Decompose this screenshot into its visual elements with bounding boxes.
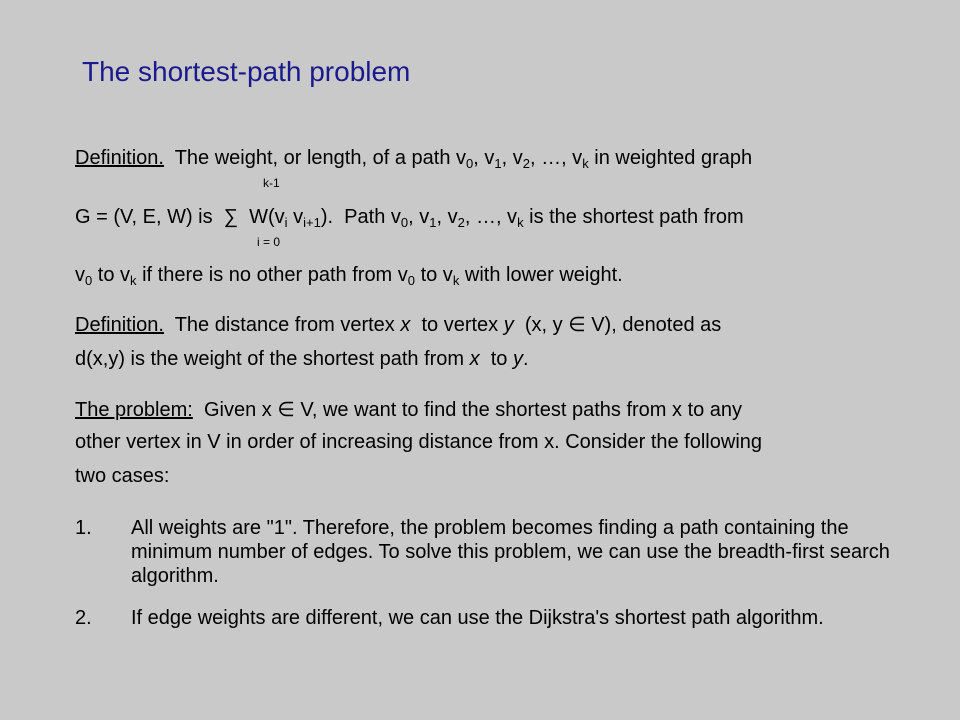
def1-label: Definition. (75, 147, 164, 169)
def1-line3: $v_0$ to $v_k$ if there is no other path from $v_0$ to $v_k$ with lower weight. (75, 264, 623, 288)
def2-line2: d(x,y) is the weight of the shortest path from x to y. (75, 348, 529, 370)
item-2-number: 2. (75, 607, 92, 629)
item-1-text: All weights are "1". Therefore, the problem becomes finding a path containing the minimum number of edges. To solve this problem, we can use the breadth-first search algorithm. (131, 517, 890, 587)
problem-label: The problem: (75, 399, 193, 421)
item-1-number: 1. (75, 517, 92, 539)
problem-line1: The problem: Given x ∈ V, we want to find the shortest paths from x to any (75, 399, 743, 421)
def1-line1: Definition. The weight, or length, of a path $v_0$, $v_1$, $v_2$, …, $v_k$ in weighted graph (75, 147, 753, 171)
sum-lower: i = 0 (257, 235, 281, 249)
sigma-symbol: ∑ (218, 206, 244, 228)
sum-upper: k-1 (263, 176, 280, 190)
def2-line1: Definition. The distance from vertex x to vertex y (x, y ∈ V), denoted as (75, 314, 722, 336)
problem-line3: two cases: (75, 465, 170, 487)
def2-label: Definition. (75, 314, 164, 336)
slide-title: The shortest-path problem (82, 56, 411, 87)
item-2-text: If edge weights are different, we can use the Dijkstra's shortest path algorithm. (131, 607, 824, 629)
problem-line2: other vertex in V in order of increasing distance from x. Consider the following (75, 431, 763, 453)
def1-line2: G = (V, E, W) is ∑ $W(v_i$ $v_{i+1}$). Path $v_0$, $v_1$, $v_2$, …, $v_k$ is the shortest path from (75, 206, 744, 230)
